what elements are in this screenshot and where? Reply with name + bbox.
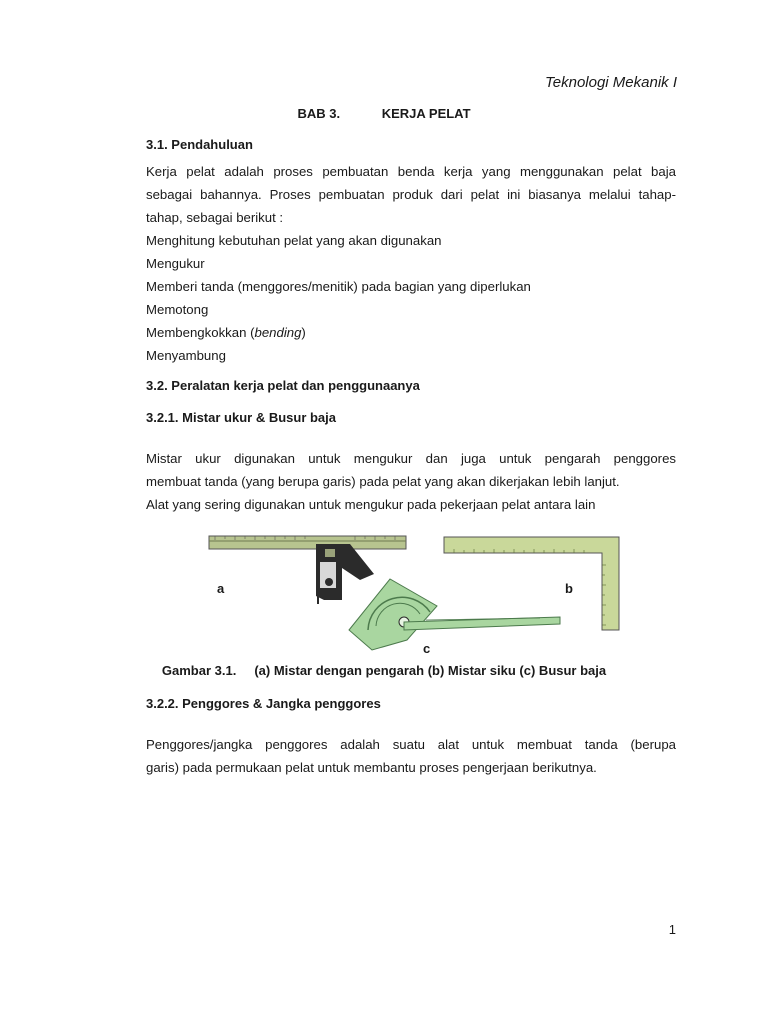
intro-paragraph-line: Kerja pelat adalah proses pembuatan benda kerja yang menggunakan pelat baja [146,164,676,179]
figure-label-a: a [217,581,225,596]
intro-paragraph-line: sebagai bahannya. Proses pembuatan produk dari pelat ini biasanya melalui tahap- [146,187,676,202]
list-item: Memberi tanda (menggores/menitik) pada bagian yang diperlukan [146,279,531,294]
intro-paragraph-line: tahap, sebagai berikut : [146,210,284,225]
caption-text: (a) Mistar dengan pengarah (b) Mistar siku (c) Busur baja [254,663,607,678]
figure-label-c: c [423,641,431,656]
figure-caption [0,663,768,678]
paragraph-line: garis) pada permukaan pelat untuk membantu proses pengerjaan berikutnya. [146,760,597,775]
list-item: Mengukur [146,256,205,271]
paragraph-line: Penggores/jangka penggores adalah suatu alat untuk membuat tanda (berupa [146,737,676,752]
section-heading: 3.2.2. Penggores & Jangka penggores [146,696,381,711]
list-item-term: bending [254,325,302,340]
protractor-illustration [349,579,560,650]
section-heading: 3.1. Pendahuluan [146,137,253,152]
list-item-suffix: ) [301,325,306,340]
list-item: Menyambung [146,348,226,363]
figure-label-b: b [565,581,573,596]
running-header: Teknologi Mekanik I [544,74,677,91]
section-3-2-2-body [146,733,676,779]
chapter-name: KERJA PELAT [381,106,471,121]
page-number: 1 [668,922,676,937]
paragraph-line: Alat yang sering digunakan untuk mengukur pada pekerjaan pelat antara lain [146,497,596,512]
list-item: Menghitung kebutuhan pelat yang akan digunakan [146,233,442,248]
section-heading: 3.2.1. Mistar ukur & Busur baja [146,410,337,425]
ruler-with-guide-illustration [209,536,406,604]
list-item-prefix: Membengkokkan ( [146,325,255,340]
steel-square-illustration [444,537,619,630]
paragraph-line: membuat tanda (yang berupa garis) pada pelat yang akan dikerjakan lebih lanjut. [146,474,620,489]
paragraph-line: Mistar ukur digunakan untuk mengukur dan juga untuk pengarah penggores [146,451,676,466]
section-heading: 3.2. Peralatan kerja pelat dan penggunaanya [146,378,420,393]
list-item: Memotong [146,302,209,317]
section-3-2-2 [146,696,676,711]
caption-number: Gambar 3.1. [161,663,237,678]
chapter-number: BAB 3. [297,106,341,121]
